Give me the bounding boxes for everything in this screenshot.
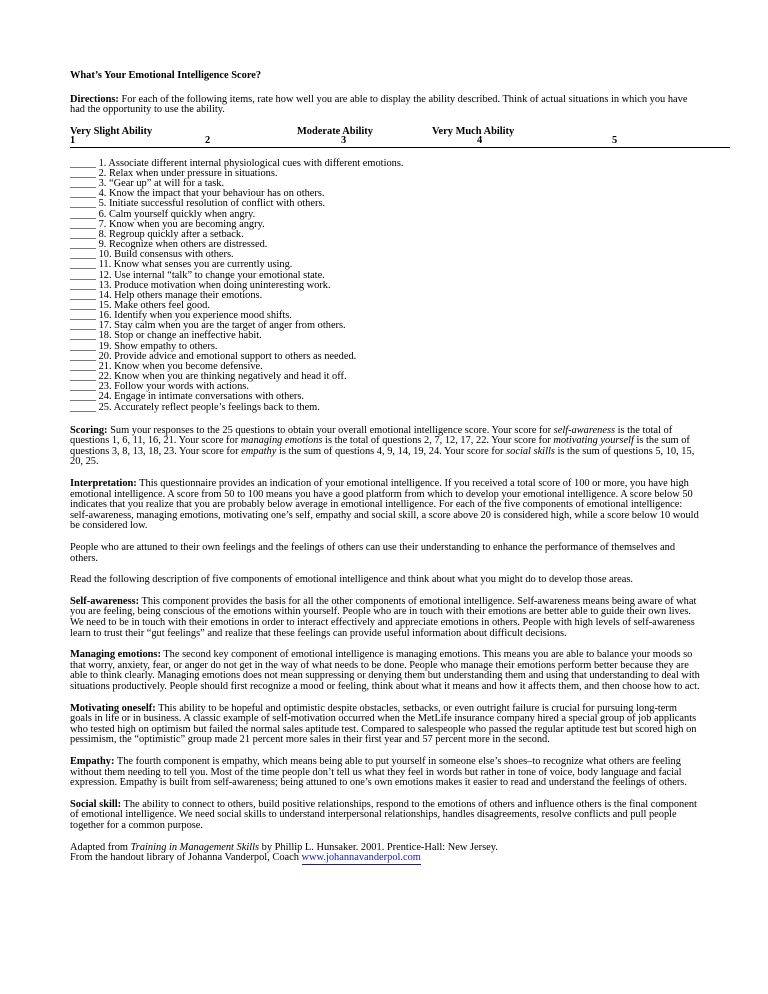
managing-emotions-label: Managing emotions: bbox=[70, 649, 161, 661]
scale-number-2: 2 bbox=[205, 134, 211, 146]
interpretation-paragraph bbox=[70, 479, 700, 532]
scale-divider bbox=[70, 147, 730, 148]
footer-handout bbox=[70, 853, 700, 865]
scale-label-mid: Moderate Ability bbox=[297, 125, 373, 137]
scoring-term: motivating yourself bbox=[553, 435, 634, 447]
scoring-text: is the sum of questions 3, 8, 13, 18, 23. Your score for bbox=[70, 435, 690, 457]
scoring-text: Sum your responses to the 25 questions to obtain your overall emotional intelligence score. Your score for bbox=[107, 424, 554, 436]
scoring-text: is the sum of questions 4, 9, 14, 19, 24. Your score for bbox=[276, 445, 507, 457]
questionnaire-item: _____ 24. Engage in intimate conversations with others. bbox=[70, 391, 305, 403]
empathy-paragraph bbox=[70, 757, 700, 789]
scale-number-4: 4 bbox=[477, 134, 483, 146]
questionnaire-item: _____ 25. Accurately reflect people’s feelings back to them. bbox=[70, 401, 320, 413]
motivating-text: This ability to be hopeful and optimistic despite obstacles, setbacks, or even outright failure is crucial for pursuing long-term goals in life or in business. A classic example of self-motivation occurred when the MetLife insurance company hired a special group of job applicants who tested high on optimism but failed the normal sales aptitude test. Compared to salespeople who passed the regular aptitude test but scored high on pessimism, the “optimistic” group made 21 percent more sales in their first year and 57 percent more in the second. bbox=[70, 702, 697, 746]
questionnaire-item: _____ 20. Provide advice and emotional support to others as needed. bbox=[70, 350, 357, 362]
website-link[interactable]: www.johannavanderpol.com bbox=[301, 852, 421, 864]
scoring-paragraph bbox=[70, 426, 700, 468]
scale-label-high: Very Much Ability bbox=[432, 125, 515, 137]
social-skill-text: The ability to connect to others, build positive relationships, respond to the emotions of others and influence others is the final component of emotional intelligence. We need social skills to understand interpersonal relationships, handles disagreements, resolve conflicts and pull people together for a common purpose. bbox=[70, 798, 697, 831]
self-awareness-paragraph bbox=[70, 597, 700, 639]
directions-paragraph bbox=[70, 95, 700, 116]
questionnaire-item: _____ 21. Know when you become defensive. bbox=[70, 360, 263, 372]
questionnaire-item: _____ 17. Stay calm when you are the target of anger from others. bbox=[70, 320, 346, 332]
self-awareness-label: Self-awareness: bbox=[70, 595, 140, 607]
interpretation-text: This questionnaire provides an indication of your emotional intelligence. If you received a total score of 100 or more, you have high emotional intelligence. A score from 50 to 100 means you have a good platform from which to develop your emotional intelligence. A score below 50 indicates that you realize that you are probably below average in emotional intelligence. For each of the five components of emotional intelligence: self-awareness, managing emotions, motivating one’s self, empathy and social skill, a score above 20 is considered high, while a score below 10 would be considered low. bbox=[70, 478, 699, 532]
questionnaire-item: _____ 3. “Gear up” at will for a task. bbox=[70, 178, 225, 190]
questionnaire-item: _____ 2. Relax when under pressure in situations. bbox=[70, 167, 278, 179]
questionnaire-item: _____ 6. Calm yourself quickly when angry. bbox=[70, 208, 256, 220]
scoring-text: is the total of questions 1, 6, 11, 16, 21. Your score for bbox=[70, 424, 673, 447]
questionnaire-item: _____ 9. Recognize when others are distressed. bbox=[70, 239, 268, 251]
scoring-term: self-awareness bbox=[553, 424, 616, 436]
questionnaire-item: _____ 1. Associate different internal physiological cues with different emotions. bbox=[70, 157, 404, 169]
social-skill-paragraph bbox=[70, 800, 700, 832]
scoring-term: social skills bbox=[506, 445, 555, 457]
managing-emotions-paragraph bbox=[70, 650, 700, 692]
scoring-text: is the sum of questions 5, 10, 15, 20, 25. bbox=[70, 445, 695, 468]
questionnaire-item: _____ 11. Know what senses you are currently using. bbox=[70, 259, 293, 271]
scale-number-3: 3 bbox=[341, 134, 347, 146]
attuned-paragraph: People who are attuned to their own feelings and the feelings of others can use their understanding to enhance the performance of themselves and others. bbox=[70, 542, 676, 564]
questionnaire-item: _____ 12. Use internal “talk” to change your emotional state. bbox=[70, 269, 325, 281]
footer-handout-text: From the handout library of Johanna Vanderpol, Coach bbox=[70, 852, 302, 864]
questionnaire-item: _____ 5. Initiate successful resolution of conflict with others. bbox=[70, 198, 326, 210]
motivating-label: Motivating oneself: bbox=[70, 702, 156, 714]
questionnaire-item: _____ 7. Know when you are becoming angry. bbox=[70, 218, 265, 230]
empathy-text: The fourth component is empathy, which means being able to put yourself in someone else’s shoes–to recognize what others are feeling without them needing to tell you. Most of the time people don’t tell us what they feel in words but rather in tone of voice, body language and facial expression. Empathy is built from self-awareness; being attuned to one’s own emotions makes it easier to read and understand the feelings of others. bbox=[70, 755, 687, 789]
scale-label-low: Very Slight Ability bbox=[70, 125, 153, 137]
document-page bbox=[70, 71, 700, 865]
scale-number-1: 1 bbox=[70, 134, 76, 146]
footer-adapted-prefix: Adapted from bbox=[70, 841, 131, 853]
interpretation-label: Interpretation: bbox=[70, 478, 137, 490]
managing-emotions-text: The second key component of emotional intelligence is managing emotions. This means you are able to balance your moods so that worry, anxiety, fear, or anger do not get in the way of what needs to be done. People who manage their emotions perform better because they are able to think clearly. Managing emotions does not mean suppressing or denying them but understanding them and using that understanding to deal with situations productively. People should first recognize a mood or feeling, think about what it means and how it affects them, and then choose how to act. bbox=[70, 649, 700, 692]
questionnaire-item: _____ 23. Follow your words with actions. bbox=[70, 381, 249, 393]
questionnaire-item: _____ 16. Identify when you experience mood shifts. bbox=[70, 310, 292, 322]
questionnaire-item: _____ 15. Make others feel good. bbox=[70, 299, 210, 311]
rating-scale bbox=[70, 127, 700, 149]
questionnaire-item: _____ 8. Regroup quickly after a setback. bbox=[70, 228, 244, 240]
directions-label: Directions: bbox=[70, 93, 119, 105]
scoring-term: empathy bbox=[241, 445, 277, 457]
questionnaire-items bbox=[70, 159, 700, 413]
scoring-label: Scoring: bbox=[70, 424, 108, 436]
questionnaire-item: _____ 19. Show empathy to others. bbox=[70, 340, 218, 352]
footer-adapted-suffix: by Phillip L. Hunsaker. 2001. Prentice-Hall: New Jersey. bbox=[259, 841, 498, 853]
questionnaire-item: _____ 13. Produce motivation when doing uninteresting work. bbox=[70, 279, 331, 291]
motivating-paragraph bbox=[70, 704, 700, 746]
page-title: What’s Your Emotional Intelligence Score? bbox=[70, 70, 262, 81]
questionnaire-item: _____ 14. Help others manage their emotions. bbox=[70, 289, 263, 301]
scoring-text: is the total of questions 2, 7, 12, 17, 22. Your score for bbox=[322, 435, 554, 447]
scale-number-5: 5 bbox=[612, 134, 618, 146]
empathy-label: Empathy: bbox=[70, 755, 115, 767]
questionnaire-item: _____ 10. Build consensus with others. bbox=[70, 249, 234, 261]
directions-text: For each of the following items, rate how well you are able to display the ability described. Think of actual situations in which you have had the opportunity to use the ability. bbox=[70, 93, 688, 116]
questionnaire-item: _____ 22. Know when you are thinking negatively and head it off. bbox=[70, 371, 347, 383]
questionnaire-item: _____ 4. Know the impact that your behaviour has on others. bbox=[70, 188, 325, 200]
read-following-paragraph: Read the following description of five components of emotional intelligence and think about what you might do to develop those areas. bbox=[70, 574, 633, 586]
scoring-term: managing emotions bbox=[240, 435, 323, 447]
self-awareness-text: This component provides the basis for all the other components of emotional intelligence. Self-awareness means being aware of what you are feeling, being conscious of the emotions within yourself. People who are in touch with their emotions are better able to guide their own lives. We need to be in touch with their emotions in order to interact effectively and appreciate emotions in others. People with high levels of self-awareness learn to trust their “gut feelings” and realize that these feelings can provide useful information about difficult decisions. bbox=[70, 595, 697, 639]
footer-book-title: Training in Management Skills bbox=[130, 841, 260, 853]
questionnaire-item: _____ 18. Stop or change an ineffective habit. bbox=[70, 330, 262, 342]
social-skill-label: Social skill: bbox=[70, 798, 122, 810]
